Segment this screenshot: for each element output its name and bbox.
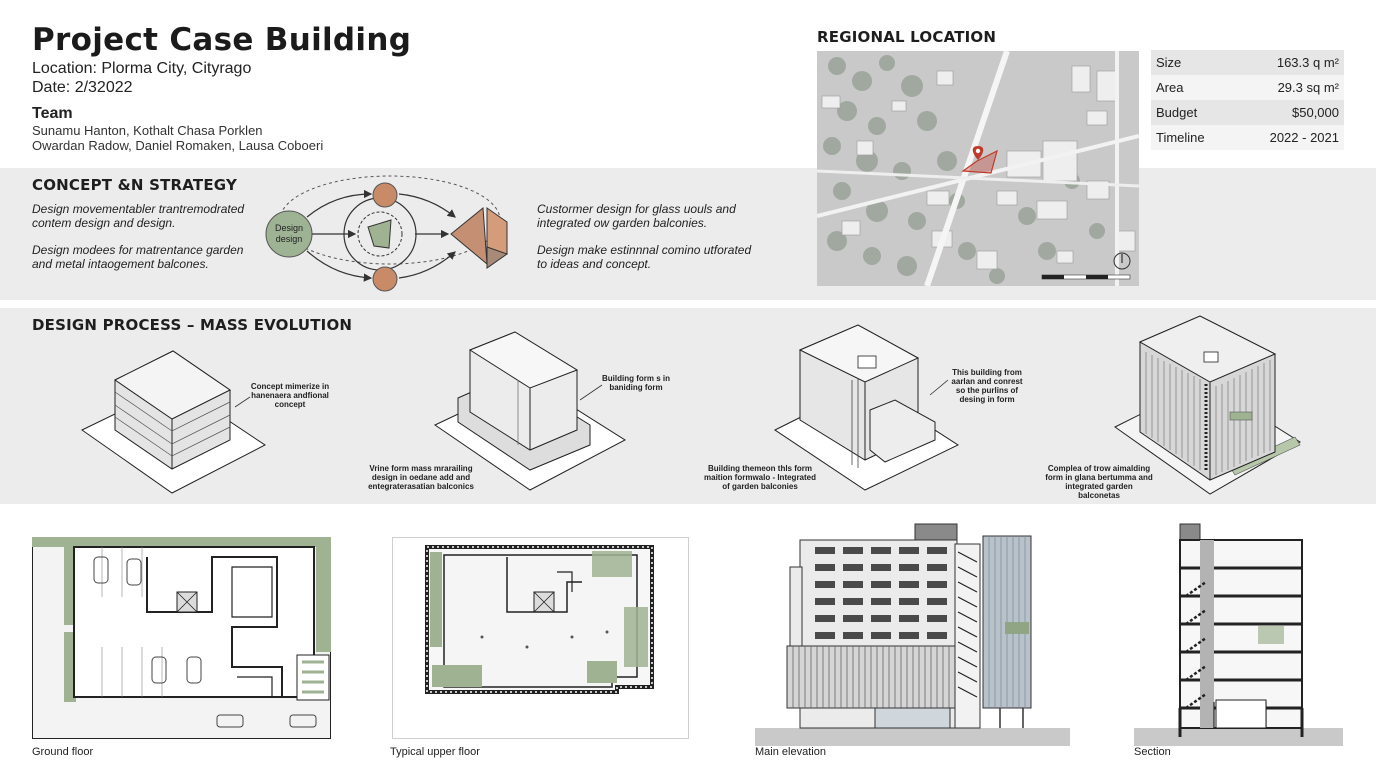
- mass-lower-note-2: Building themeon thls form maition formwalo - Integrated of garden balconies: [704, 464, 817, 491]
- concept-right-paragraph-2: Design make estinnnal comino utforated to ideas and concept.: [537, 243, 752, 271]
- mass-note-1: Concept mimerize in hanenaera andfional concept: [250, 382, 330, 409]
- team-members-line1: Sunamu Hanton, Kothalt Chasa Porklen: [32, 123, 263, 138]
- stat-row-area: Area 29.3 sq m²: [1151, 75, 1344, 100]
- design-process-heading: DESIGN PROCESS – MASS EVOLUTION: [32, 316, 353, 334]
- stat-row-timeline: Timeline 2022 - 2021: [1151, 125, 1344, 150]
- mass-note-4: Complea of trow aimalding form in glana bertumma and integrated garden balconetas: [1045, 464, 1153, 500]
- concept-heading: CONCEPT &N STRATEGY: [32, 176, 238, 194]
- concept-left-paragraph-2: Design modees for matrentance garden and metal intaogement balcones.: [32, 243, 244, 271]
- concept-diagram: [255, 172, 520, 297]
- mass-stage-1: [80, 345, 270, 495]
- caption-ground-floor: Ground floor: [32, 746, 94, 758]
- regional-map[interactable]: [817, 51, 1139, 286]
- team-members-line2: Owardan Radow, Daniel Romaken, Lausa Coboeri: [32, 138, 324, 153]
- mass-lower-note-1: Vrine form mass mrarailing design in oedane add and entegraterasatian balconics: [368, 464, 474, 491]
- mass-note-2: Building form s in baniding form: [602, 374, 670, 392]
- stat-row-size: Size 163.3 q m²: [1151, 50, 1344, 75]
- project-stats-table: [1151, 50, 1344, 150]
- mass-note-3: This building from aarlan and conrest so the purlins of desing in form: [951, 368, 1023, 404]
- caption-typical-upper-floor: Typical upper floor: [390, 746, 480, 758]
- section-drawing[interactable]: [1134, 522, 1343, 746]
- project-title: Project Case Building: [32, 22, 412, 58]
- svg-text:Design: Design: [274, 223, 304, 233]
- svg-text:design: design: [275, 234, 303, 244]
- typical-upper-floor-plan[interactable]: [392, 537, 689, 739]
- concept-right-paragraph-1: Custormer design for glass uouls and integrated ow garden balconies.: [537, 202, 736, 230]
- caption-main-elevation: Main elevation: [755, 746, 826, 758]
- team-heading: Team: [32, 105, 73, 122]
- regional-location-heading: REGIONAL LOCATION: [817, 28, 997, 46]
- caption-section: Section: [1134, 746, 1171, 758]
- project-location: Location: Plorma City, Cityrago: [32, 60, 252, 77]
- main-elevation-drawing[interactable]: [755, 522, 1070, 746]
- concept-left-paragraph-1: Design movementabler trantremodrated contem design and design.: [32, 202, 245, 230]
- ground-floor-plan[interactable]: [32, 537, 331, 739]
- project-date: Date: 2/32022: [32, 79, 133, 96]
- stat-row-budget: Budget $50,000: [1151, 100, 1344, 125]
